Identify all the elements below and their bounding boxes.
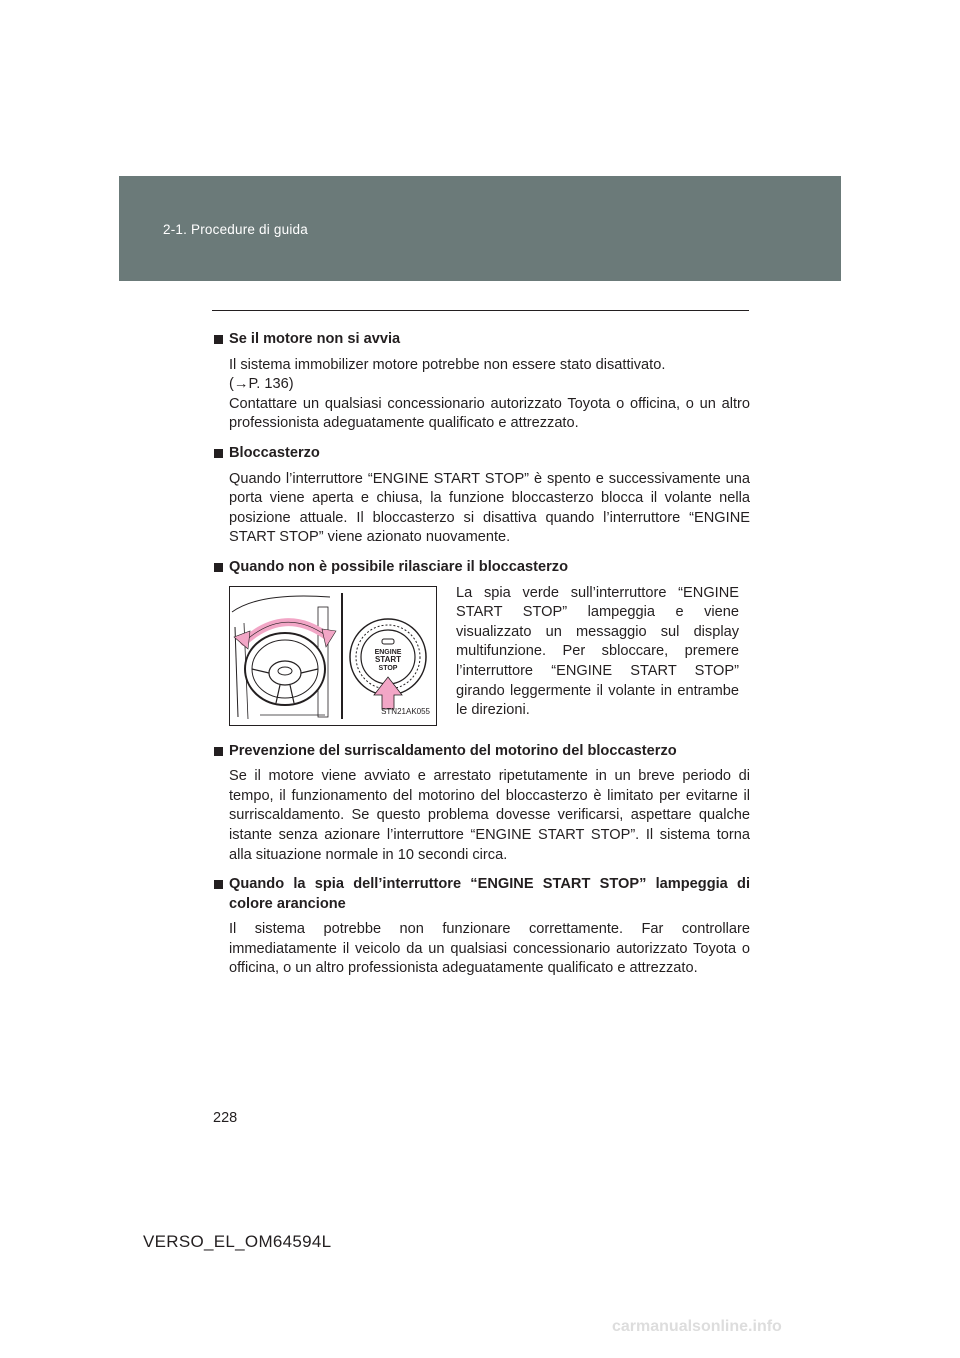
square-bullet-icon — [214, 449, 223, 458]
section-cannot-release-lock — [212, 558, 750, 734]
page-number: 228 — [213, 1110, 238, 1126]
steering-illustration — [229, 586, 437, 726]
button-text-stop: STOP — [378, 664, 398, 672]
section-paragraph: Se il motore viene avviato e arrestato ripetutamente in un breve periodo di tempo, il funzionamento del motorino del bloccasterzo è limitato per evitarne il surriscaldamento. Se questo problema dovesse verificarsi, aspettare qualche istante senza azionare l’interruttore “ENGINE START STOP”. Il sistema torna alla situazione normale in 10 secondi circa. — [229, 768, 750, 863]
section-paragraph: Il sistema potrebbe non funzionare correttamente. Far controllare immediatamente il veicolo da un qualsiasi concessionario autorizzato Toyota o officina, o un altro professionista adeguatamente qualificato e attrezzato. — [229, 921, 750, 977]
section-title: 2-1. Procedure di guida — [163, 222, 308, 237]
square-bullet-icon — [214, 747, 223, 756]
header-band — [119, 176, 841, 281]
section-heading: Prevenzione del surriscaldamento del motorino del bloccasterzo — [212, 742, 750, 762]
button-text-engine: ENGINE — [374, 648, 402, 656]
section-heading: Quando la spia dell’interruttore “ENGINE START STOP” lampeggia di colore arancione — [212, 875, 750, 914]
square-bullet-icon — [214, 335, 223, 344]
section-orange-flashing — [212, 875, 750, 979]
figure-code: STN21AK055 — [381, 706, 430, 716]
section-heading: Bloccasterzo — [212, 444, 750, 464]
section-engine-not-start — [212, 330, 750, 434]
square-bullet-icon — [214, 880, 223, 889]
header-rule — [212, 310, 749, 311]
section-heading: Quando non è possibile rilasciare il bloccasterzo — [212, 558, 750, 578]
figure-caption: La spia verde sull’interruttore “ENGINE START STOP” lampeggia e viene visualizzato un messaggio sul display multifunzione. Per sbloccare, premere l’interruttore “ENGINE START STOP” girando leggermente il volante in entrambe le direzioni. — [456, 584, 739, 719]
site-watermark: carmanualsonline.info — [612, 1318, 782, 1335]
main-content — [212, 330, 750, 989]
button-text-start: START — [374, 654, 402, 664]
section-heading: Se il motore non si avvia — [212, 330, 750, 350]
document-code: VERSO_EL_OM64594L — [143, 1232, 332, 1251]
section-steering-lock — [212, 444, 750, 548]
square-bullet-icon — [214, 563, 223, 572]
section-overheat-prevention — [212, 742, 750, 866]
section-paragraph: Quando l’interruttore “ENGINE START STOP” è spento e successivamente una porta viene aperta e chiusa, la funzione bloccasterzo blocca il volante nella posizione attuale. Il bloccasterzo si disattiva quando l’interruttore “ENGINE START STOP” viene azionato nuovamente. — [229, 470, 750, 546]
figure-row — [212, 586, 750, 734]
section-paragraph: Il sistema immobilizer motore potrebbe non essere stato disattivato. (→P. 136) Contattare un qualsiasi concessionario autorizzato Toyota o officina, o un altro professionista adeguatamente qualificato e attrezzato. — [229, 356, 750, 432]
